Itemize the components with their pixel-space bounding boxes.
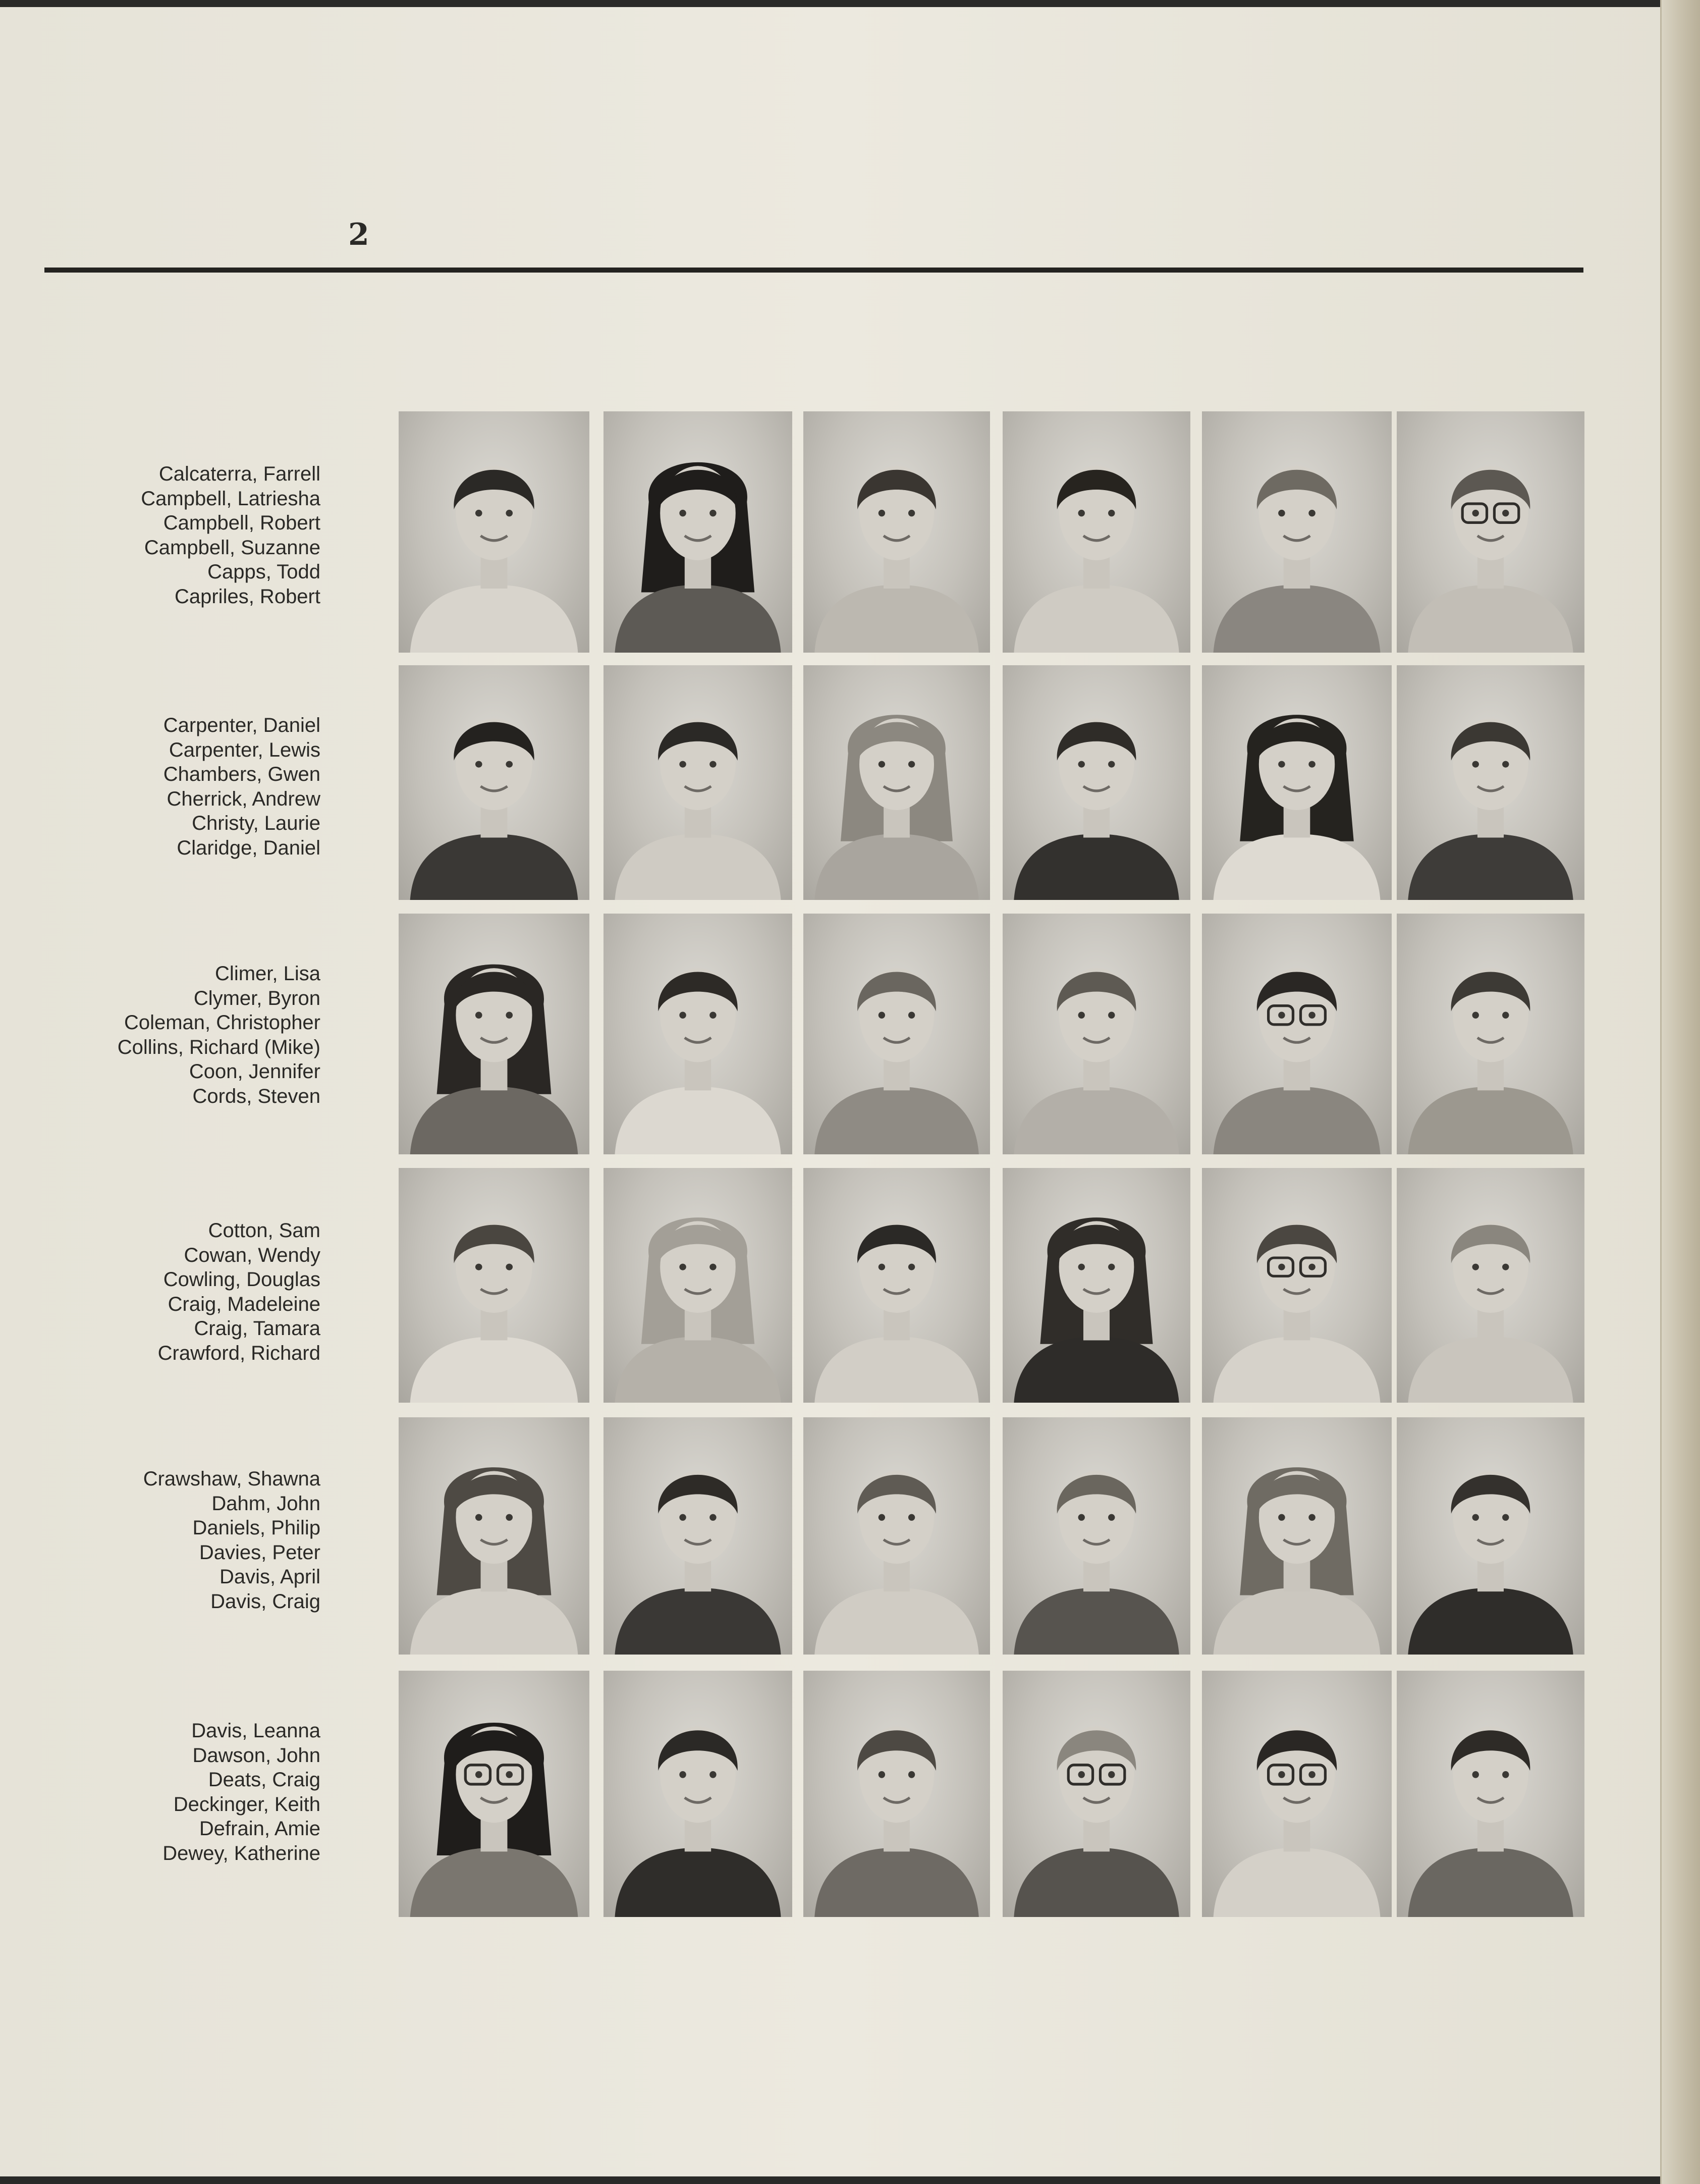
portrait-figure [399,411,589,653]
student-name: Carpenter, Daniel [163,714,320,736]
right-eye [1502,1514,1509,1521]
student-name: Crawshaw, Shawna [143,1468,320,1490]
shirt [814,585,979,653]
shirt [1408,834,1573,900]
student-portrait [803,411,990,653]
shirt [1014,1087,1179,1154]
portrait-figure [1202,665,1392,900]
student-portrait [1202,1417,1392,1655]
right-eye [908,1514,915,1521]
shirt [615,834,781,900]
student-portrait [1202,914,1392,1154]
shirt [410,1087,578,1154]
shirt [814,1848,979,1917]
student-name: Capps, Todd [207,561,320,583]
photo-row [0,1671,1675,1913]
right-eye [1308,1012,1315,1019]
right-eye [1502,1771,1509,1778]
student-portrait [1003,1671,1190,1917]
student-portrait [1202,665,1392,900]
shirt [1408,1337,1573,1403]
shirt [615,1588,781,1655]
shirt [410,1848,578,1917]
shirt [615,1848,781,1917]
student-name: Defrain, Amie [199,1818,320,1840]
student-portrait [399,411,589,653]
student-name: Campbell, Suzanne [144,536,320,559]
left-eye [1078,1012,1085,1019]
student-name: Coleman, Christopher [124,1011,320,1034]
portrait-figure [399,914,589,1154]
left-eye [679,761,686,768]
right-eye [1308,1771,1315,1778]
right-eye [908,1012,915,1019]
shirt [814,1588,979,1655]
right-eye [908,1771,915,1778]
photo-row [0,1417,1675,1660]
student-name: Deats, Craig [208,1769,320,1791]
student-portrait [1003,665,1190,900]
portrait-figure [1003,1168,1190,1403]
left-eye [1278,1012,1285,1019]
student-portrait [803,1417,990,1655]
shirt [814,1337,979,1403]
student-name: Daniels, Philip [192,1517,320,1539]
portrait-figure [1003,411,1190,653]
left-eye [1472,1514,1479,1521]
portrait-figure [399,1168,589,1403]
left-eye [879,761,885,768]
student-portrait [1003,1417,1190,1655]
student-portrait [399,1671,589,1917]
student-portrait [1397,411,1584,653]
right-eye [709,510,716,516]
shirt [1014,1588,1179,1655]
left-eye [879,1771,885,1778]
right-eye [908,761,915,768]
left-eye [1472,1771,1479,1778]
student-name: Craig, Tamara [194,1317,320,1340]
student-portrait [1003,411,1190,653]
name-list [40,1467,320,1614]
right-eye [709,1771,716,1778]
student-name: Crawford, Richard [157,1342,320,1364]
portrait-figure [1202,1168,1392,1403]
portrait-figure [1202,914,1392,1154]
shirt [1214,1848,1381,1917]
shirt [1214,1588,1381,1655]
student-name: Cowling, Douglas [163,1268,320,1291]
student-portrait [1397,1168,1584,1403]
shirt [814,1087,979,1154]
left-eye [1278,1771,1285,1778]
left-eye [679,510,686,516]
portrait-figure [1397,665,1584,900]
right-eye [1108,1514,1115,1521]
student-name: Dawson, John [192,1744,320,1767]
student-name: Claridge, Daniel [177,836,320,859]
name-list [40,713,320,860]
shirt [410,585,578,653]
portrait-figure [604,411,792,653]
shirt [1014,585,1179,653]
shirt [1214,834,1381,900]
student-name: Carpenter, Lewis [169,738,320,761]
shirt [1408,1848,1573,1917]
student-portrait [604,1671,792,1917]
portrait-figure [803,1671,990,1917]
student-name: Davis, April [219,1566,320,1588]
student-name: Craig, Madeleine [168,1293,320,1315]
student-portrait [604,665,792,900]
portrait-figure [604,1417,792,1655]
portrait-figure [803,1168,990,1403]
portrait-figure [399,665,589,900]
portrait-figure [604,1168,792,1403]
student-name: Chambers, Gwen [163,763,320,785]
right-eye [1502,1264,1509,1270]
shirt [814,834,979,900]
right-eye [1108,1012,1115,1019]
right-eye [1308,761,1315,768]
student-name: Cherrick, Andrew [167,787,320,810]
left-eye [879,1012,885,1019]
right-eye [506,1514,513,1521]
left-eye [679,1771,686,1778]
portrait-figure [1003,1417,1190,1655]
student-portrait [399,1417,589,1655]
portrait-figure [803,665,990,900]
shirt [1214,1337,1381,1403]
portrait-figure [604,665,792,900]
left-eye [1078,1264,1085,1270]
left-eye [1278,761,1285,768]
left-eye [475,1264,482,1270]
right-eye [908,1264,915,1270]
student-portrait [803,1168,990,1403]
photo-row [0,914,1675,1156]
right-eye [506,510,513,516]
portrait-figure [1003,914,1190,1154]
portrait-figure [604,914,792,1154]
left-eye [679,1514,686,1521]
portrait-figure [1397,1168,1584,1403]
binding-edge [1660,0,1700,2184]
scan-top-edge [0,0,1700,7]
shirt [1408,1588,1573,1655]
shirt [1408,585,1573,653]
left-eye [1472,510,1479,516]
name-list [40,1218,320,1365]
student-name: Christy, Laurie [192,812,320,834]
student-portrait [399,914,589,1154]
right-eye [506,1264,513,1270]
portrait-figure [1202,1417,1392,1655]
portrait-figure [1003,665,1190,900]
student-portrait [803,665,990,900]
header-rule [44,268,1583,273]
right-eye [1502,761,1509,768]
left-eye [1278,510,1285,516]
student-portrait [604,411,792,653]
student-portrait [803,1671,990,1917]
student-portrait [604,1168,792,1403]
student-portrait [1202,411,1392,653]
student-name: Cotton, Sam [208,1219,320,1242]
portrait-figure [399,1671,589,1917]
right-eye [1308,510,1315,516]
portrait-figure [1397,411,1584,653]
student-portrait [399,665,589,900]
portrait-figure [1397,1417,1584,1655]
left-eye [879,510,885,516]
shirt [1014,834,1179,900]
shirt [410,1337,578,1403]
right-eye [1108,1264,1115,1270]
portrait-figure [803,914,990,1154]
student-portrait [1202,1671,1392,1917]
student-name: Davies, Peter [199,1541,320,1564]
page-number: 2 [348,217,369,252]
student-name: Clymer, Byron [193,987,320,1009]
portrait-figure [399,1417,589,1655]
portrait-figure [803,411,990,653]
student-portrait [1397,1417,1584,1655]
name-list [40,1719,320,1866]
right-eye [908,510,915,516]
student-portrait [1003,1168,1190,1403]
right-eye [1108,761,1115,768]
student-name: Dahm, John [211,1492,320,1515]
shirt [1014,1337,1179,1403]
portrait-figure [1202,1671,1392,1917]
student-name: Capriles, Robert [174,585,320,608]
shirt [615,1087,781,1154]
student-portrait [1397,914,1584,1154]
student-name: Dewey, Katherine [162,1842,320,1865]
student-name: Davis, Leanna [191,1720,320,1742]
right-eye [1308,1514,1315,1521]
right-eye [709,1264,716,1270]
portrait-figure [1397,914,1584,1154]
name-list [40,962,320,1108]
student-portrait [1003,914,1190,1154]
left-eye [475,1771,482,1778]
right-eye [506,761,513,768]
student-portrait [604,1417,792,1655]
left-eye [679,1264,686,1270]
left-eye [1472,1264,1479,1270]
left-eye [1078,761,1085,768]
photo-row [0,1168,1675,1410]
shirt [410,1588,578,1655]
left-eye [475,1514,482,1521]
right-eye [506,1771,513,1778]
shirt [1214,1087,1381,1154]
left-eye [475,510,482,516]
student-portrait [1397,1671,1584,1917]
shirt [1214,585,1381,653]
student-name: Climer, Lisa [215,963,320,985]
shirt [615,1337,781,1403]
left-eye [1278,1514,1285,1521]
student-portrait [399,1168,589,1403]
student-portrait [1202,1168,1392,1403]
left-eye [879,1264,885,1270]
left-eye [1278,1264,1285,1270]
left-eye [475,761,482,768]
student-name: Cowan, Wendy [184,1244,320,1266]
right-eye [709,1012,716,1019]
scan-bottom-edge [0,2176,1700,2184]
right-eye [1502,510,1509,516]
student-name: Deckinger, Keith [173,1793,320,1816]
left-eye [475,1012,482,1019]
student-portrait [803,914,990,1154]
portrait-figure [1003,1671,1190,1917]
student-portrait [1397,665,1584,900]
student-name: Cords, Steven [192,1085,320,1107]
right-eye [1502,1012,1509,1019]
portrait-figure [803,1417,990,1655]
left-eye [1078,1514,1085,1521]
student-name: Collins, Richard (Mike) [117,1036,320,1058]
left-eye [679,1012,686,1019]
shirt [410,834,578,900]
student-name: Campbell, Latriesha [141,487,320,510]
portrait-figure [1202,411,1392,653]
right-eye [1108,1771,1115,1778]
right-eye [709,1514,716,1521]
portrait-figure [1397,1671,1584,1917]
shirt [1408,1087,1573,1154]
right-eye [709,761,716,768]
portrait-figure [604,1671,792,1917]
photo-row [0,665,1675,908]
left-eye [1078,1771,1085,1778]
name-list [40,462,320,609]
student-name: Calcaterra, Farrell [158,463,320,485]
student-name: Davis, Craig [210,1590,320,1613]
student-portrait [604,914,792,1154]
photo-row [0,411,1675,654]
student-name: Coon, Jennifer [189,1060,320,1083]
right-eye [506,1012,513,1019]
shirt [615,585,781,653]
left-eye [1472,761,1479,768]
left-eye [879,1514,885,1521]
right-eye [1108,510,1115,516]
left-eye [1472,1012,1479,1019]
right-eye [1308,1264,1315,1270]
student-name: Campbell, Robert [163,512,320,534]
left-eye [1078,510,1085,516]
shirt [1014,1848,1179,1917]
